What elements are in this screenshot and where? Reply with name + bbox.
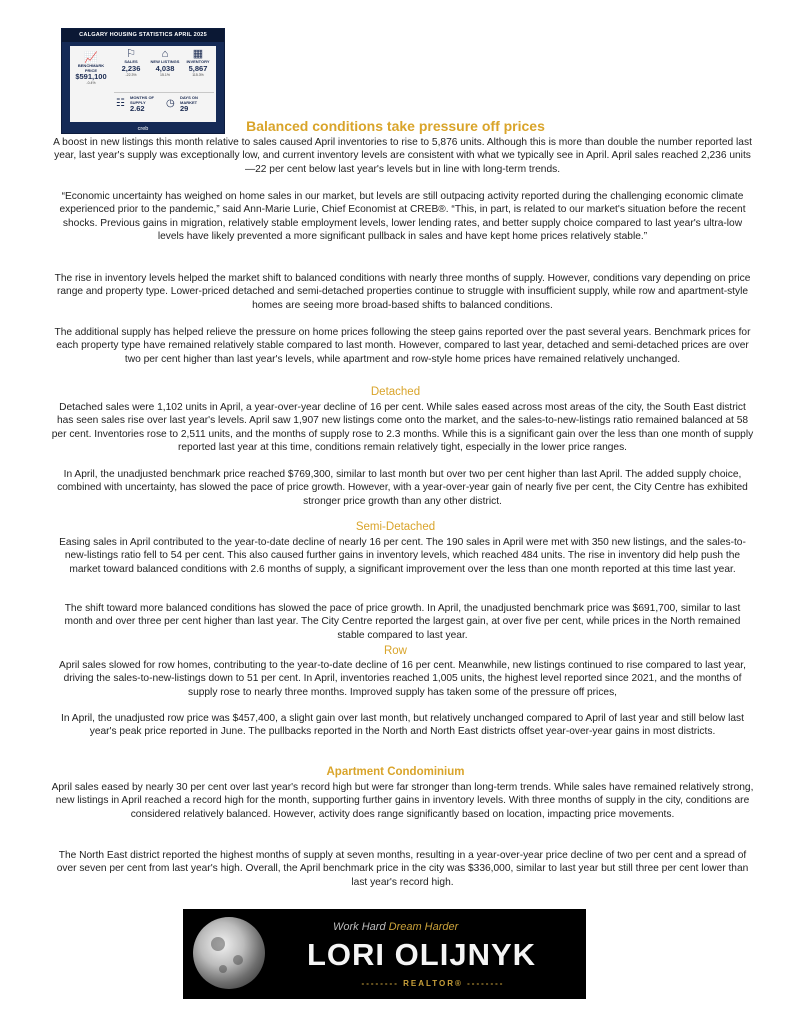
realtor-logo bbox=[183, 909, 586, 999]
new-listings-stat bbox=[150, 48, 180, 77]
tagline-dream-harder: Dream Harder bbox=[388, 921, 459, 933]
sales-value: 2,236 bbox=[121, 63, 141, 73]
logo-brand-name: LORI OLIJNYK bbox=[307, 937, 537, 972]
intro-paragraph-2: “Economic uncertainty has weighed on home sales in our market, but levels are still outpacing activity reported during the challenging economic climate experienced prior to the pandemic,” said Ann-Marie Lurie, Chief Economist at CREB®. “This, in part, is related to our market's situation before the recent shocks. Previous gains in migration, relatively stable employment levels, lower lending rates, and better supply choice compared to last year's ultra-low levels have likely prevented a more significant pullback in sales and have kept home prices relatively stable.” bbox=[59, 191, 746, 243]
creb-logo: creb bbox=[137, 126, 149, 132]
days-on-market-stat bbox=[166, 96, 214, 113]
semi-detached-paragraph-2: The shift toward more balanced conditions has slowed the pace of price growth. In April, the unadjusted benchmark price was $691,700, similar to last month and over three per cent higher than last year. The City Centre reported the largest gain, at over five per cent, while prices in the North remained stable compared to last year. bbox=[64, 603, 741, 641]
row-paragraph-2: In April, the unadjusted row price was $457,400, a slight gain over last month, but relatively unchanged compared to April of last year and still below last year's peak price reported in June. The pullbacks reported in the North and North East districts offset year-over-year gains in most districts. bbox=[61, 713, 744, 738]
semi-detached-paragraph-1: Easing sales in April contributed to the year-to-date decline of nearly 16 per cent. The 190 sales in April were met with 350 new listings, and the sales-to-new-listings ratio fell to 54 per cent. This also caused further gains in inventory levels, which reached 484 units. The rise in inventory did help push the market toward balanced conditions with 2.6 months of supply, a significant improvement over the less than one month reported at this time last year. bbox=[59, 537, 746, 575]
moon-icon bbox=[193, 917, 265, 989]
infographic-card bbox=[70, 46, 216, 122]
intro-paragraph-4: The additional supply has helped relieve the pressure on home prices following the steep gains reported over the past several years. Benchmark prices for each property type have remained relatively stable compared to last month. However, compared to last year, detached and semi-detached prices are over two per cent higher than last year's levels, while apartment and row-style home prices have remained relatively unchanged. bbox=[54, 327, 751, 365]
sales-label: SALES bbox=[124, 59, 138, 64]
infographic-divider bbox=[114, 92, 214, 93]
sales-change: -22.3% bbox=[125, 72, 137, 77]
benchmark-change: -0.4% bbox=[86, 81, 96, 86]
inventory-label: INVENTORY bbox=[186, 59, 210, 64]
logo-realtor-subtitle: -------- REALTOR® -------- bbox=[361, 979, 505, 988]
inventory-stat bbox=[182, 48, 214, 77]
logo-tagline bbox=[333, 921, 458, 933]
semi-detached-heading: Semi-Detached bbox=[355, 521, 436, 533]
row-paragraph-1: April sales slowed for row homes, contributing to the year-to-date decline of 16 per cent. Meanwhile, new listings continued to rise compared to last year, driving the sales-to-new-listings down to 51 per cent. In April, inventories reached 1,005 units, the highest level reported since 2021, and the months of supply rose to nearly three months. Improved supply has taken some of the pressure off prices, bbox=[59, 660, 746, 698]
months-supply-value: 2.62 bbox=[130, 104, 145, 114]
new-listings-change: 15.1% bbox=[160, 72, 170, 77]
intro-paragraph-3: The rise in inventory levels helped the market shift to balanced conditions with nearly three months of supply. However, conditions vary depending on price range and property type. Lower-priced detached and semi-detached properties continue to struggle with insufficient supply, while row and apartment-style homes are seeing more broad-based shifts to balanced conditions. bbox=[54, 273, 751, 311]
benchmark-value: $591,100 bbox=[75, 72, 107, 82]
new-listings-label: NEW LISTINGS bbox=[150, 59, 180, 64]
detached-paragraph-1: Detached sales were 1,102 units in April, a year-over-year decline of 16 per cent. While sales eased across most areas of the city, the South East district has seen sales rise over last year's levels. April saw 1,907 new listings come onto the market, and the sales-to-new-listings ratio remained balanced at 58 per cent. Inventories rose to 2,511 units, and the months of supply rose to 2.3 months. While this is a significant gain over the less than one month of supply reported last year at this time, conditions remain relatively tight, especially in the lower price ranges. bbox=[51, 402, 754, 454]
detached-paragraph-2: In April, the unadjusted benchmark price reached $769,300, similar to last month but over two per cent higher than last April. The added supply choice, combined with uncertainty, has slowed the pace of price growth. However, with a year-over-year gain of nearly five per cent, the City Centre has exhibited stronger price growth than any other district. bbox=[57, 469, 748, 507]
clock-icon: ◷ bbox=[166, 98, 175, 109]
benchmark-stat bbox=[72, 52, 110, 85]
detached-heading: Detached bbox=[370, 386, 421, 398]
days-on-market-value: 29 bbox=[180, 104, 189, 114]
row-heading: Row bbox=[383, 645, 407, 657]
infographic-title: CALGARY HOUSING STATISTICS APRIL 2025 bbox=[62, 29, 224, 42]
house-icon: ⌂ bbox=[161, 48, 169, 60]
calendar-icon: ☷ bbox=[116, 98, 125, 109]
days-on-market-label: DAYS ON MARKET bbox=[180, 95, 198, 105]
months-supply-stat bbox=[116, 96, 162, 113]
inventory-value: 5,867 bbox=[188, 63, 208, 73]
sign-icon: ⚐ bbox=[126, 48, 136, 60]
new-listings-value: 4,038 bbox=[155, 63, 175, 73]
grid-icon: ▦ bbox=[192, 48, 204, 60]
apartment-heading: Apartment Condominium bbox=[326, 766, 465, 778]
months-supply-label: MONTHS OF SUPPLY bbox=[130, 95, 154, 105]
benchmark-label: BENCHMARK PRICE bbox=[77, 63, 105, 73]
bar-chart-icon: 📈 bbox=[84, 52, 98, 64]
inventory-change: 115.3% bbox=[192, 72, 204, 77]
apartment-paragraph-1: April sales eased by nearly 30 per cent over last year's record high but were far stronger than long-term trends. While sales have remained relatively strong, new listings in April reached a record high for the month, supporting further gains in inventory levels. With three months of supply in the city, conditions are considered relatively balanced. However, activity does range significantly based on location, impacting price movements. bbox=[51, 782, 754, 820]
sales-stat bbox=[116, 48, 146, 77]
apartment-paragraph-2: The North East district reported the highest months of supply at seven months, resulting in a year-over-year price decline of two per cent and a spread of over seven per cent from last year's high. Overall, the April benchmark price in the city was $336,000, similar to last year but still three per cent lower than last year's record high. bbox=[56, 850, 749, 888]
tagline-work-hard: Work Hard bbox=[333, 921, 389, 933]
headline: Balanced conditions take pressure off prices bbox=[246, 118, 545, 134]
intro-paragraph-1: A boost in new listings this month relative to sales caused April inventories to rise to 5,876 units. Although this is more than double the number reported last year, last year's supply was exceptionally low, and current inventory levels are consistent with what we typically see in April. April sales reached 2,236 units—22 per cent below last year's levels but in line with long-term trends. bbox=[53, 137, 752, 175]
